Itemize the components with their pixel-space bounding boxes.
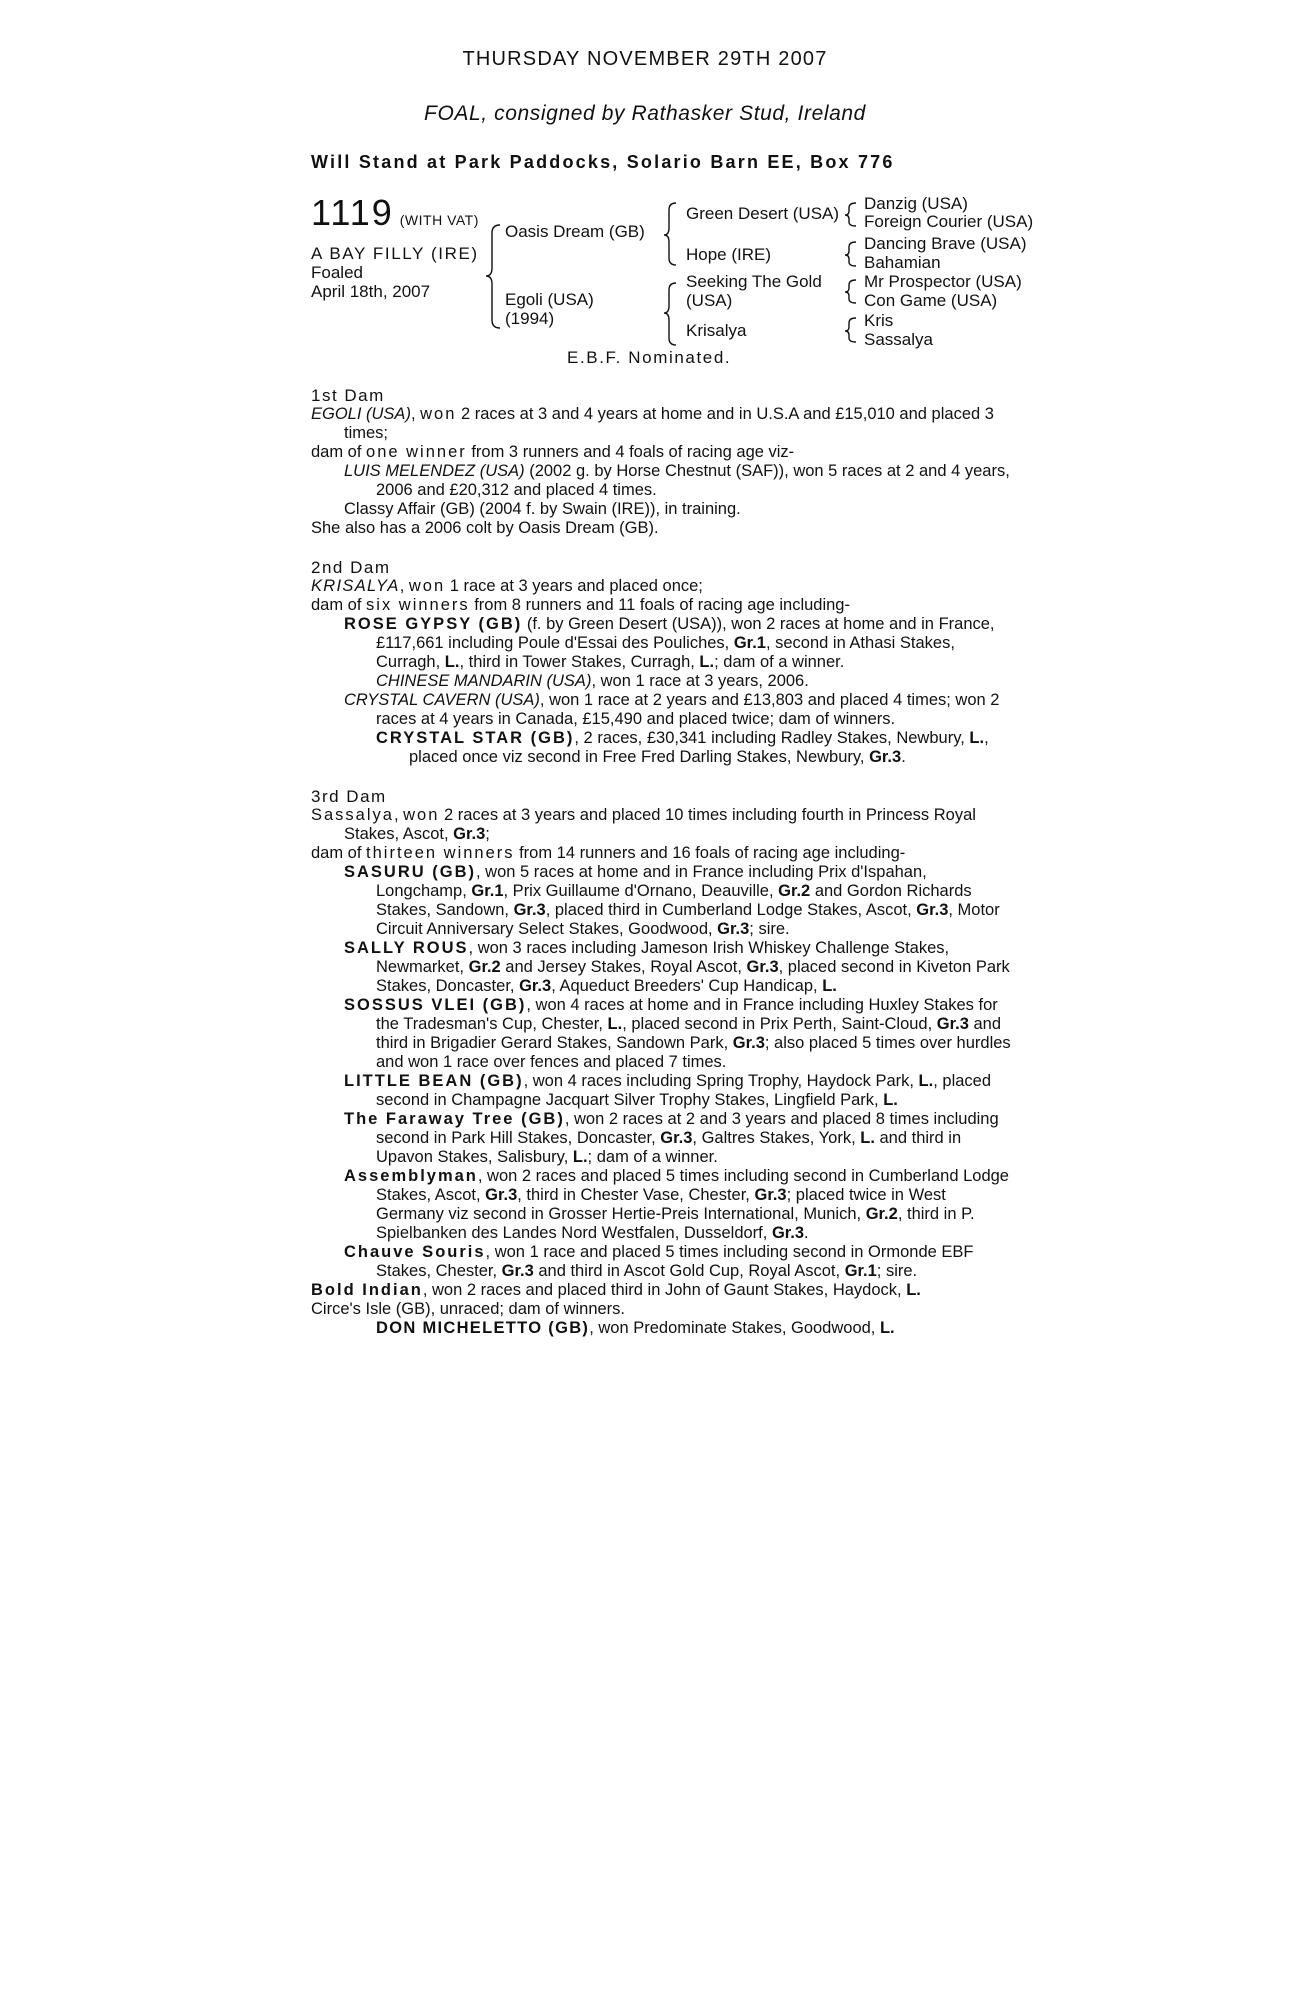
third-dam-produce-faraway-tree: The Faraway Tree (GB), won 2 races at 2 and 3 years and placed 8 times including second in Park Hill Stakes, Doncaster, Gr.3, Galtres Stakes, York, L. and third in Upavon Stakes, Salisbury, L.; dam of a winner. [344, 1110, 999, 1166]
third-dam-produce-chauve-souris: Chauve Souris, won 1 race and placed 5 times including second in Ormonde EBF Stakes, Chester, Gr.3 and third in Ascot Gold Cup, Royal Ascot, Gr.1; sire. [344, 1243, 974, 1280]
pedigree-dds: Kris [864, 311, 894, 330]
third-dam-produce-circes-isle: Circe's Isle (GB), unraced; dam of winners. [311, 1300, 626, 1318]
brace-gen1 [486, 225, 500, 328]
pedigree-ddd: Sassalya [864, 330, 933, 349]
third-dam-produce-sossus-vlei: SOSSUS VLEI (GB), won 4 races at home and in France including Huxley Stakes for the Tradesman's Cup, Chester, L., placed second in Prix Perth, Saint-Cloud, Gr.3 and third in Brigadier Gerard Stakes, Sandown Park, Gr.3; also placed 5 times over hurdles and won 1 race over fences and placed 7 times. [344, 996, 1011, 1071]
first-dam-produce-1: LUIS MELENDEZ (USA) (2002 g. by Horse Chestnut (SAF)), won 5 races at 2 and 4 years, 2006 and £20,312 and placed 4 times. [344, 462, 1010, 499]
brace-sire [664, 203, 676, 265]
pedigree-dam-year: (1994) [505, 309, 555, 328]
stabling-location: Will Stand at Park Paddocks, Solario Barn EE, Box 776 [311, 152, 895, 172]
horse-title: A BAY FILLY (IRE) [311, 244, 479, 263]
sale-date: THURSDAY NOVEMBER 29TH 2007 [462, 48, 828, 70]
pedigree-dam-sire [686, 272, 822, 310]
first-dam-record: EGOLI (USA), won 2 races at 3 and 4 years at home and in U.S.A and £15,010 and placed 3 times; [311, 405, 994, 442]
pedigree-dam-name: Egoli (USA) [505, 290, 594, 309]
pedigree-dsd: Con Game (USA) [864, 291, 998, 310]
pedigree-dam-sire-name: Seeking The Gold [686, 272, 822, 291]
brace-dam [664, 283, 676, 345]
pedigree-sdd: Bahamian [864, 253, 941, 272]
pedigree-ssd: Foreign Courier (USA) [864, 212, 1034, 231]
brace-ss [845, 203, 856, 226]
third-dam-produce-assemblyman: Assemblyman, won 2 races and placed 5 times including second in Cumberland Lodge Stakes, Ascot, Gr.3, third in Chester Vase, Chester, Gr.3; placed twice in West Germany viz second in Grosser Hertie-Preis International, Munich, Gr.2, third in P. Spielbanken des Landes Nord Westfalen, Dusseldorf, Gr.3. [344, 1167, 1009, 1242]
brace-dd [845, 318, 856, 342]
vat-note: (WITH VAT) [399, 212, 479, 228]
dam-sections [311, 386, 1011, 1338]
second-dam-produce-summary: dam of six winners from 8 runners and 11 foals of racing age including- [311, 596, 850, 614]
second-dam-produce-1: ROSE GYPSY (GB) (f. by Green Desert (USA)), won 2 races at home and in France, £117,661 including Poule d'Essai des Pouliches, Gr.1, second in Athasi Stakes, Curragh, L., third in Tower Stakes, Curragh, L.; dam of a winner. [344, 615, 995, 671]
pedigree-braces [0, 0, 1290, 360]
first-dam-won: won [420, 405, 457, 423]
first-dam-produce-2: Classy Affair (GB) (2004 f. by Swain (IRE)), in training. [344, 500, 741, 518]
ebf-nominated: E.B.F. Nominated. [567, 348, 732, 367]
consignor-line: FOAL, consigned by Rathasker Stud, Ireland [424, 102, 866, 125]
second-dam-produce-2: CRYSTAL CAVERN (USA), won 1 race at 2 years and £13,803 and placed 4 times; won 2 races at 4 years in Canada, £15,490 and placed twice; dam of winners. [344, 691, 1000, 728]
first-dam-also: She also has a 2006 colt by Oasis Dream (GB). [311, 519, 659, 537]
pedigree-dam-sire-origin: (USA) [686, 291, 733, 310]
second-dam-produce-2-sub: CRYSTAL STAR (GB), 2 races, £30,341 including Radley Stakes, Newbury, L., placed once viz second in Free Fred Darling Stakes, Newbury, Gr.3. [376, 729, 989, 766]
second-dam-produce-1-sub: CHINESE MANDARIN (USA), won 1 race at 3 years, 2006. [376, 672, 809, 690]
lot-number-value: 1119 [311, 192, 394, 233]
pedigree-sss: Danzig (USA) [864, 194, 968, 213]
first-dam-heading: 1st Dam [311, 386, 385, 405]
third-dam-heading: 3rd Dam [311, 787, 387, 806]
first-dam-name: EGOLI (USA) [311, 405, 411, 423]
pedigree-sire: Oasis Dream (GB) [505, 222, 645, 241]
brace-sd [845, 242, 856, 266]
foaled-label: Foaled [311, 263, 363, 282]
pedigree-sire-sire: Green Desert (USA) [686, 204, 840, 223]
pedigree-dss: Mr Prospector (USA) [864, 272, 1022, 291]
first-dam-produce-summary: dam of one winner from 3 runners and 4 foals of racing age viz- [311, 443, 795, 461]
third-dam-produce-bold-indian: Bold Indian, won 2 races and placed third in John of Gaunt Stakes, Haydock, L. [311, 1281, 921, 1299]
foaled-date: April 18th, 2007 [311, 282, 431, 301]
brace-ds [845, 280, 856, 303]
pedigree-sds: Dancing Brave (USA) [864, 234, 1027, 253]
pedigree-dam-dam: Krisalya [686, 321, 747, 340]
pedigree-sire-dam: Hope (IRE) [686, 245, 772, 264]
second-dam-record: KRISALYA, won 1 race at 3 years and placed once; [311, 577, 703, 595]
second-dam-heading: 2nd Dam [311, 558, 391, 577]
third-dam-record: Sassalya, won 2 races at 3 years and placed 10 times including fourth in Princess Royal Stakes, Ascot, Gr.3; [311, 806, 976, 843]
third-dam-produce-don-micheletto: DON MICHELETTO (GB), won Predominate Stakes, Goodwood, L. [376, 1319, 895, 1337]
third-dam-produce-little-bean: LITTLE BEAN (GB), won 4 races including Spring Trophy, Haydock Park, L., placed second in Champagne Jacquart Silver Trophy Stakes, Lingfield Park, L. [344, 1072, 992, 1109]
pedigree-dam [505, 290, 594, 328]
third-dam-produce-sally-rous: SALLY ROUS, won 3 races including Jameson Irish Whiskey Challenge Stakes, Newmarket, Gr.2 and Jersey Stakes, Royal Ascot, Gr.3, placed second in Kiveton Park Stakes, Doncaster, Gr.3, Aqueduct Breeders' Cup Handicap, L. [344, 939, 1010, 995]
third-dam-produce-sasuru: SASURU (GB), won 5 races at home and in France including Prix d'Ispahan, Longchamp, Gr.1, Prix Guillaume d'Ornano, Deauville, Gr.2 and Gordon Richards Stakes, Sandown, Gr.3, placed third in Cumberland Lodge Stakes, Ascot, Gr.3, Motor Circuit Anniversary Select Stakes, Goodwood, Gr.3; sire. [344, 863, 1000, 938]
third-dam-produce-summary: dam of thirteen winners from 14 runners and 16 foals of racing age including- [311, 844, 906, 862]
